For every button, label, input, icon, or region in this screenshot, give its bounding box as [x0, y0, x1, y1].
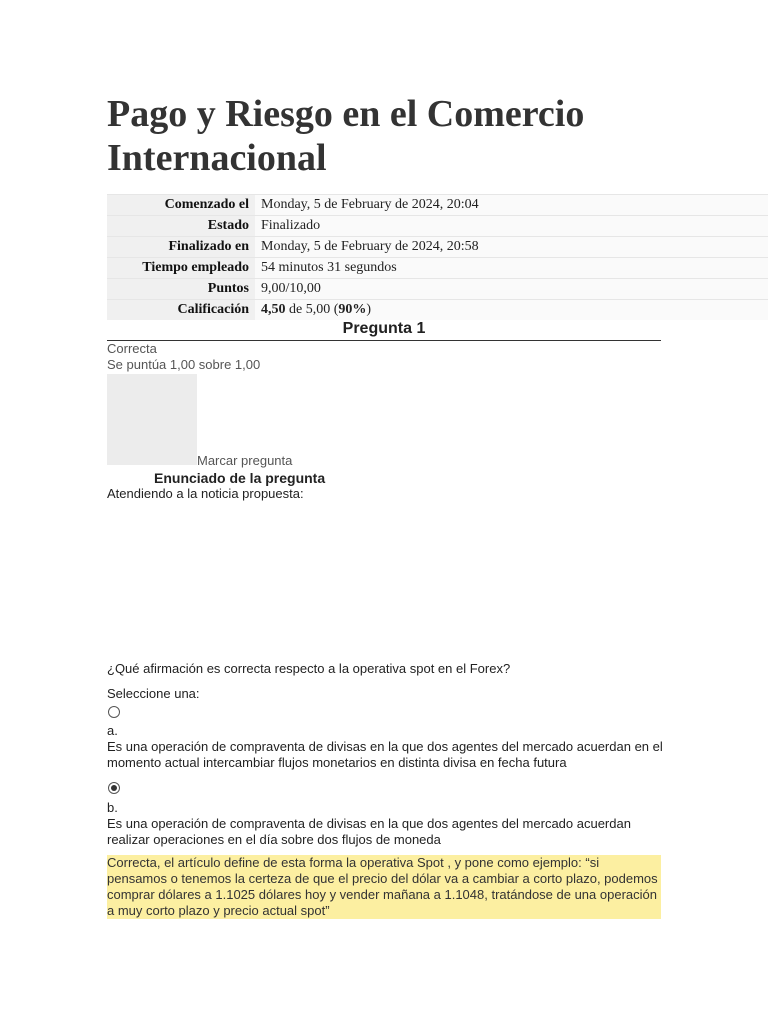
- summary-row: [107, 237, 768, 258]
- summary-row: [107, 195, 768, 216]
- option-a-radio[interactable]: [108, 706, 120, 718]
- summary-row: [107, 279, 768, 300]
- summary-value: 9,00/10,00: [255, 279, 768, 300]
- grade-of-text: de 5,00 (: [285, 302, 339, 317]
- flag-placeholder: [107, 374, 197, 465]
- summary-value: Monday, 5 de February de 2024, 20:04: [255, 195, 768, 216]
- attempt-summary-table: [107, 194, 768, 320]
- question-score: Se puntúa 1,00 sobre 1,00: [107, 357, 261, 372]
- option-a-letter: a.: [107, 723, 118, 738]
- question-heading: Pregunta 1: [107, 320, 661, 341]
- question-status: Correcta: [107, 341, 157, 356]
- grade-label: Calificación: [107, 300, 255, 321]
- statement-heading: Enunciado de la pregunta: [154, 470, 326, 486]
- summary-label: Tiempo empleado: [107, 258, 255, 279]
- summary-value: 54 minutos 31 segundos: [255, 258, 768, 279]
- grade-percent: 90%: [338, 302, 367, 317]
- grade-value: [255, 300, 768, 321]
- option-b-radio[interactable]: [108, 782, 120, 794]
- summary-value: Finalizado: [255, 216, 768, 237]
- page-title: Pago y Riesgo en el Comercio Internacional: [107, 93, 585, 179]
- feedback-box: Correcta, el artículo define de esta forma la operativa Spot , y pone como ejemplo: “si pensamos o tenemos la certeza de que el precio del dólar va a cambiar a corto plazo, podemos comprar dólares a 1.1025 dólares hoy y vender mañana a 1.1048, tratándose de una operación a muy corto plazo y precio actual spot”: [107, 855, 661, 919]
- option-b-text[interactable]: Es una operación de compraventa de divisas en la que dos agentes del mercado acuerdan realizar operaciones en el día sobre dos flujos de moneda: [107, 816, 631, 847]
- summary-value: Monday, 5 de February de 2024, 20:58: [255, 237, 768, 258]
- summary-row: [107, 258, 768, 279]
- summary-row: [107, 216, 768, 237]
- select-one-label: Seleccione una:: [107, 686, 200, 701]
- option-b-letter: b.: [107, 800, 118, 815]
- summary-label: Puntos: [107, 279, 255, 300]
- option-a-text[interactable]: Es una operación de compraventa de divisas en la que dos agentes del mercado acuerdan en el momento actual intercambiar flujos monetarios en distinta divisa en fecha futura: [107, 739, 663, 770]
- grade-close: ): [366, 302, 372, 317]
- summary-label: Comenzado el: [107, 195, 255, 216]
- flag-question-link[interactable]: Marcar pregunta: [197, 453, 293, 468]
- summary-label: Finalizado en: [107, 237, 255, 258]
- summary-label: Estado: [107, 216, 255, 237]
- grade-row: [107, 300, 768, 321]
- question-intro: Atendiendo a la noticia propuesta:: [107, 486, 304, 501]
- question-prompt: ¿Qué afirmación es correcta respecto a la operativa spot en el Forex?: [107, 661, 511, 676]
- grade-score: 4,50: [261, 302, 286, 317]
